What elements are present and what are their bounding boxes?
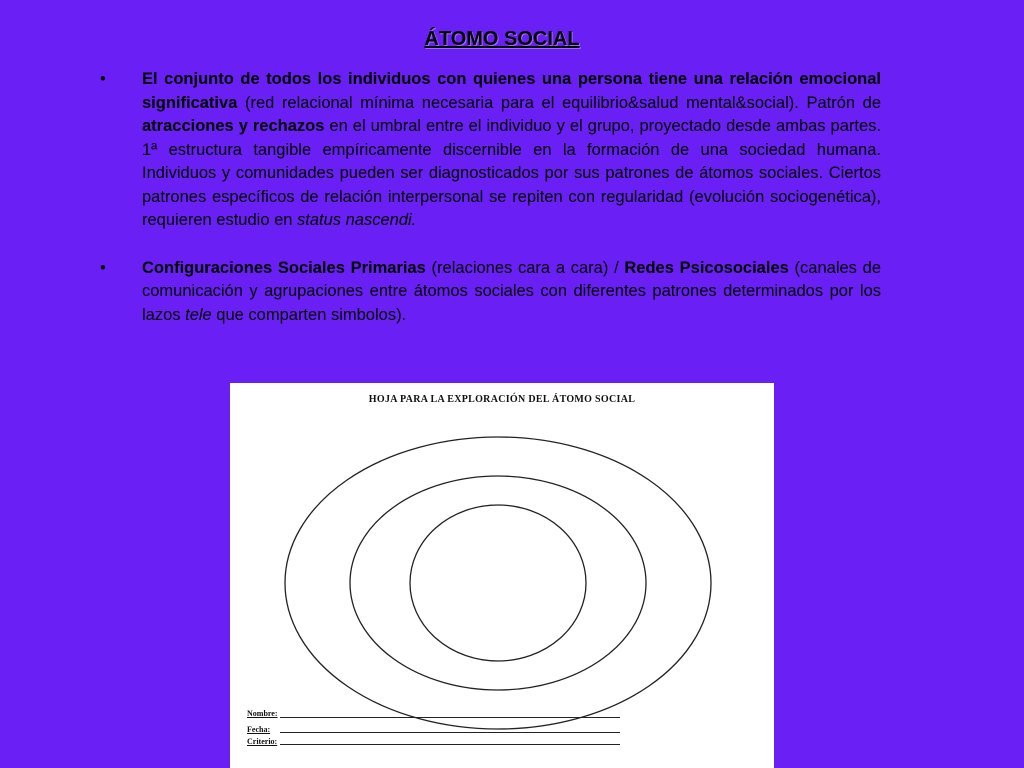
outer-ring bbox=[285, 437, 711, 729]
bullet-item-configurations bbox=[100, 257, 881, 328]
date-field-line bbox=[280, 732, 620, 733]
date-field-label: Fecha: bbox=[247, 725, 271, 734]
definition-text: El conjunto de todos los individuos con quienes una persona tiene una relación emocional significativa bbox=[142, 70, 881, 112]
body-text: (red relacional mínima necesaria para el equilibrio&salud mental&social). Patrón de bbox=[237, 93, 881, 112]
italic-term: tele bbox=[185, 305, 212, 324]
body-text: (relaciones cara a cara) / bbox=[425, 258, 625, 277]
middle-ring bbox=[350, 476, 646, 690]
criterion-field-line bbox=[280, 744, 620, 745]
bullet-marker: • bbox=[100, 258, 106, 277]
emphasis-text: Redes Psicosociales bbox=[624, 258, 789, 277]
bullet-item-social-atom bbox=[100, 68, 881, 233]
name-field-label: Nombre: bbox=[247, 709, 278, 718]
bullet-marker: • bbox=[100, 70, 106, 88]
body-text: en el umbral entre el individuo y el grupo, proyectado desde ambas partes. 1ª estructura tangible empíricamente discernible en la formación de una sociedad humana. Individuos y comunidades pueden ser diagnosticados por sus patrones de átomos sociales. Ciertos patrones específicos de relación interpersonal se repiten con regularidad (evolución sociogenética), requieren estudio en bbox=[142, 117, 881, 229]
criterion-field-label: Criterio: bbox=[247, 737, 278, 746]
inner-ring bbox=[410, 505, 586, 661]
emphasis-text: Configuraciones Sociales Primarias bbox=[142, 258, 426, 277]
bullet-list bbox=[100, 68, 881, 327]
body-text: que comparten simbolos). bbox=[211, 305, 407, 324]
name-field-line bbox=[280, 717, 620, 718]
italic-term: status nascendi. bbox=[297, 211, 417, 229]
concentric-circles-diagram bbox=[230, 383, 774, 768]
slide-title: ÁTOMO SOCIAL bbox=[424, 28, 580, 50]
worksheet-title: HOJA PARA LA EXPLORACIÓN DEL ÁTOMO SOCIAL bbox=[368, 394, 636, 405]
body-text: (canales de comunicación y agrupaciones entre átomos sociales con diferentes patrones determinados por los lazos bbox=[142, 258, 881, 324]
social-atom-worksheet-image bbox=[230, 383, 774, 768]
emphasis-text: atracciones y rechazos bbox=[142, 117, 325, 135]
